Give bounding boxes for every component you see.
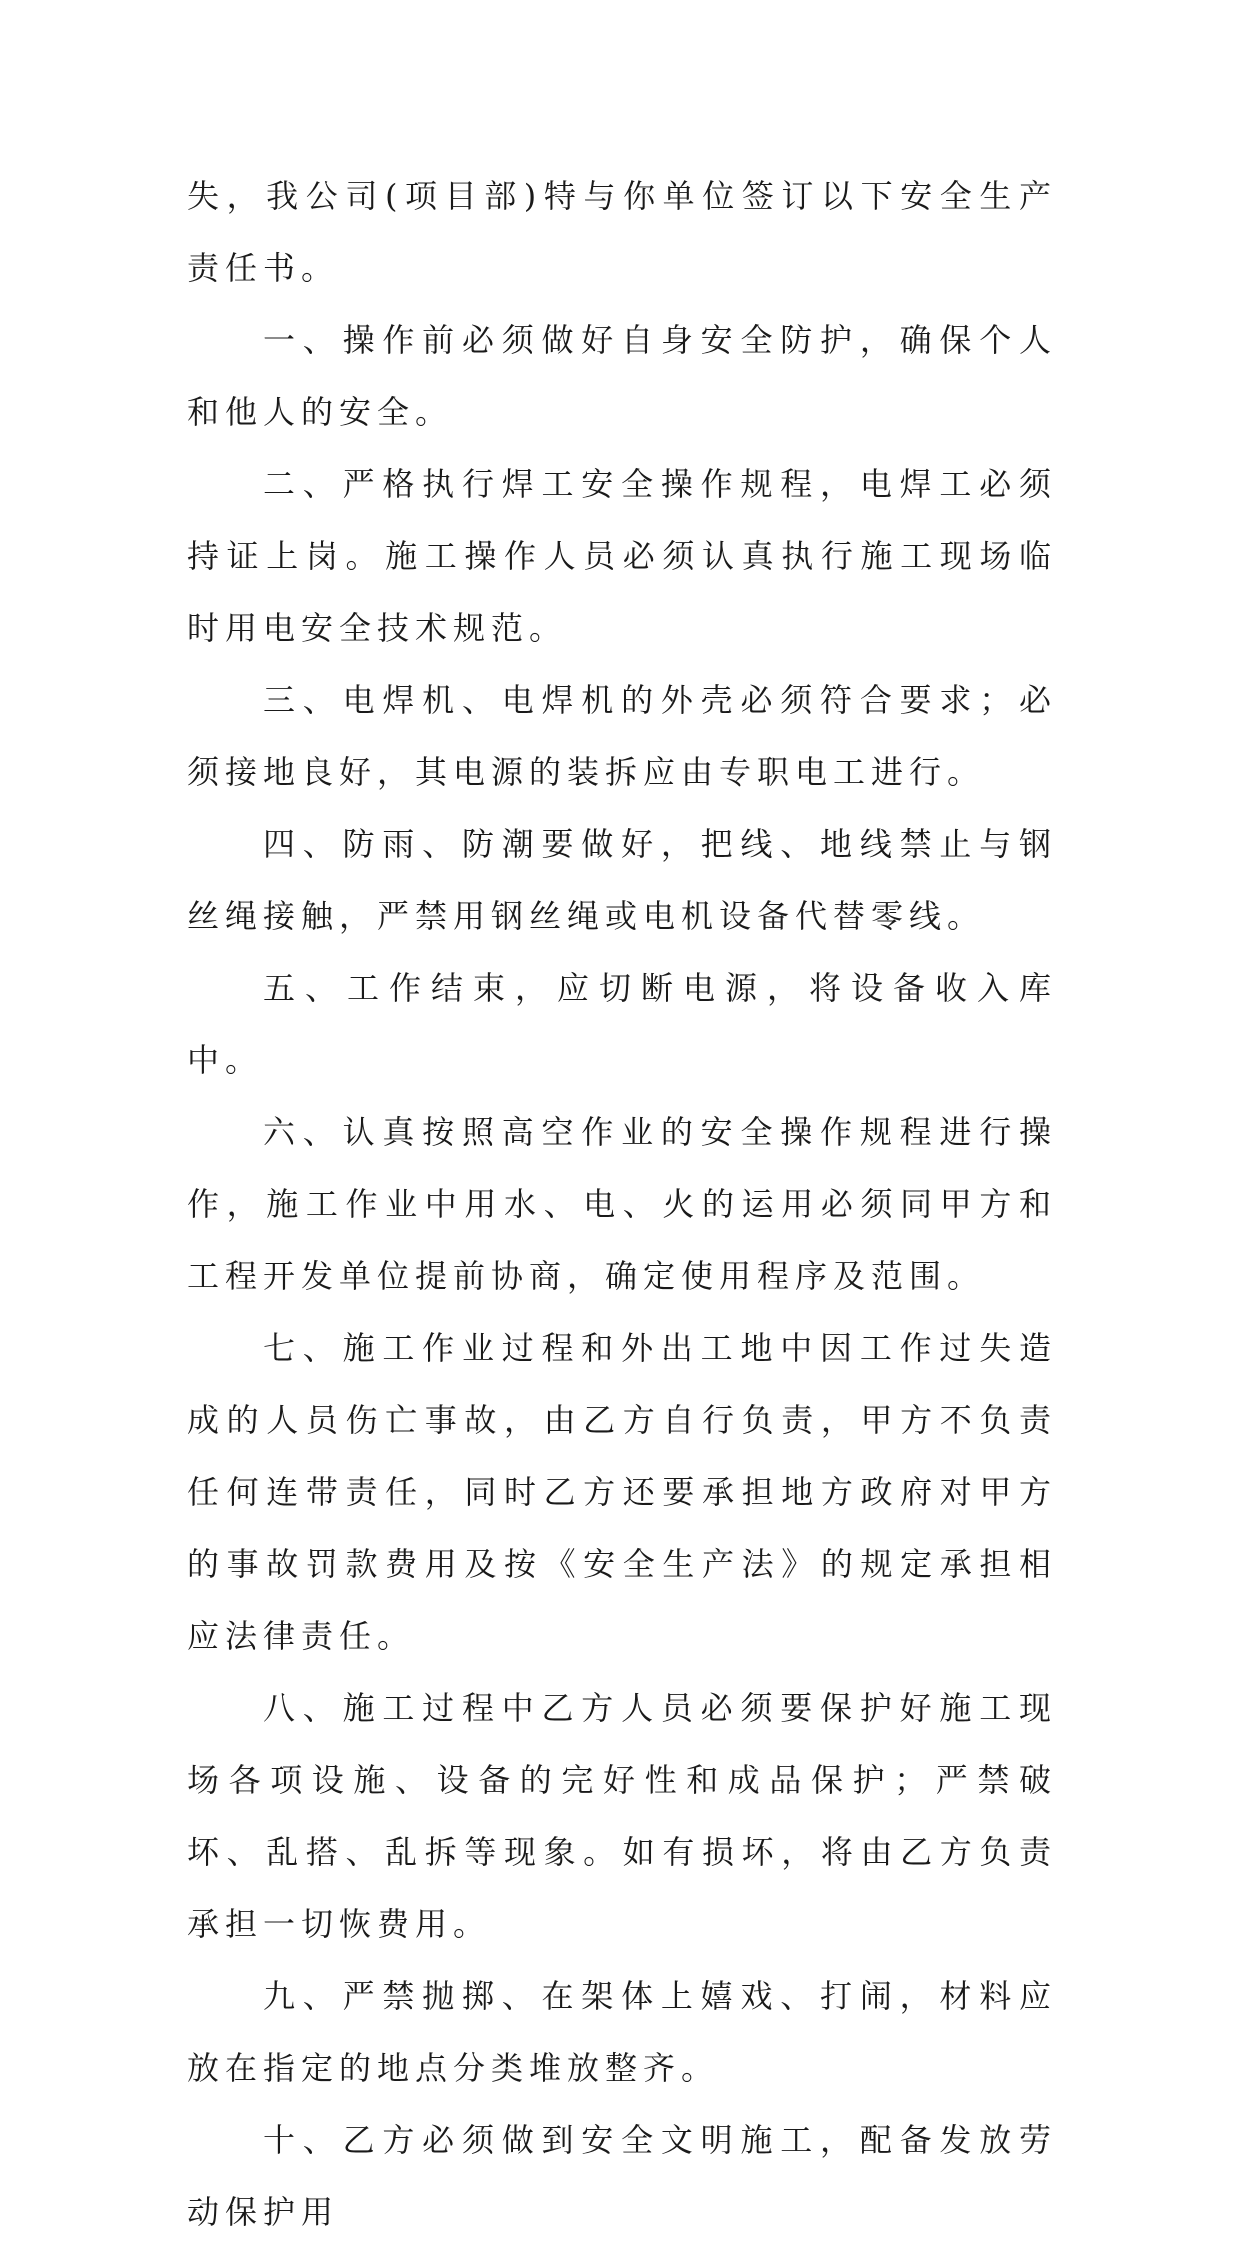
paragraph-item-6: 六、认真按照高空作业的安全操作规程进行操作，施工作业中用水、电、火的运用必须同甲方和工程开发单位提前协商，确定使用程序及范围。 — [187, 1113, 1057, 1295]
document-body — [187, 160, 1057, 2248]
paragraph-item-9: 九、严禁抛掷、在架体上嬉戏、打闹，材料应放在指定的地点分类堆放整齐。 — [187, 1977, 1057, 2087]
paragraph-item-5: 五、工作结束，应切断电源，将设备收入库中。 — [187, 969, 1057, 1079]
paragraph-item-10: 十、乙方必须做到安全文明施工，配备发放劳动保护用 — [187, 2121, 1057, 2231]
paragraph-item-3: 三、电焊机、电焊机的外壳必须符合要求；必须接地良好，其电源的装拆应由专职电工进行。 — [187, 681, 1057, 791]
paragraph-item-7: 七、施工作业过程和外出工地中因工作过失造成的人员伤亡事故，由乙方自行负责，甲方不负责任何连带责任，同时乙方还要承担地方政府对甲方的事故罚款费用及按《安全生产法》的规定承担相应法律责任。 — [187, 1329, 1057, 1655]
paragraph-item-4: 四、防雨、防潮要做好，把线、地线禁止与钢丝绳接触，严禁用钢丝绳或电机设备代替零线。 — [187, 825, 1057, 935]
paragraph-item-2: 二、严格执行焊工安全操作规程，电焊工必须持证上岗。施工操作人员必须认真执行施工现场临时用电安全技术规范。 — [187, 465, 1057, 647]
paragraph-item-1: 一、操作前必须做好自身安全防护，确保个人和他人的安全。 — [187, 321, 1057, 431]
paragraph-continuation: 失，我公司(项目部)特与你单位签订以下安全生产责任书。 — [187, 177, 1057, 287]
paragraph-item-8: 八、施工过程中乙方人员必须要保护好施工现场各项设施、设备的完好性和成品保护；严禁破坏、乱搭、乱拆等现象。如有损坏，将由乙方负责承担一切恢费用。 — [187, 1689, 1057, 1943]
